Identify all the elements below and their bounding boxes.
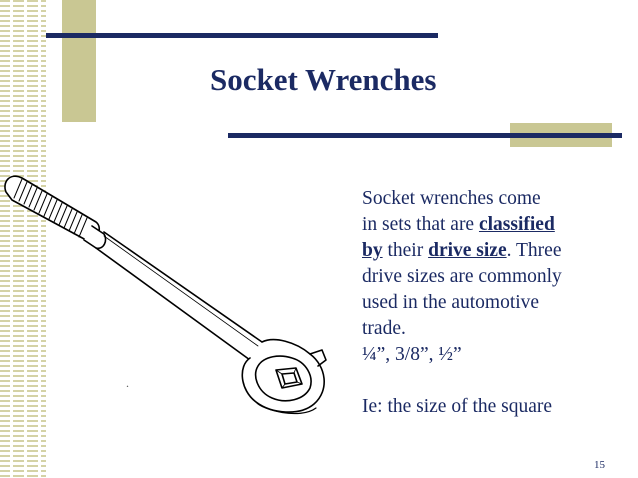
body-line bbox=[362, 212, 632, 238]
drive-sizes-line: ¼”, 3/8”, ½” bbox=[362, 344, 462, 365]
body-line: Ie: the size of the square bbox=[362, 396, 553, 417]
blank-line bbox=[362, 368, 632, 394]
emphasis-by: by bbox=[362, 240, 383, 261]
body-line: Socket wrenches come bbox=[362, 188, 541, 209]
body-line bbox=[362, 238, 632, 264]
page-number: 15 bbox=[594, 459, 605, 471]
stray-bullet-mark: . bbox=[126, 376, 129, 390]
title-rule-top bbox=[46, 33, 438, 38]
body-line: used in the automotive bbox=[362, 292, 540, 313]
body-line: trade. bbox=[362, 318, 406, 339]
ratchet-wrench-illustration bbox=[0, 170, 340, 430]
olive-accent-block-top bbox=[62, 0, 96, 122]
emphasis-classified: classified bbox=[478, 214, 555, 235]
body-text-fragment: . Three bbox=[506, 240, 562, 261]
body-text-fragment: their bbox=[382, 240, 429, 261]
body-text-fragment: in sets that are bbox=[362, 214, 479, 235]
body-line: drive sizes are commonly bbox=[362, 266, 562, 287]
title-rule-bottom bbox=[228, 133, 622, 138]
emphasis-drive-size: drive size bbox=[428, 240, 507, 261]
body-text-block bbox=[362, 186, 632, 420]
slide-title: Socket Wrenches bbox=[210, 62, 437, 97]
